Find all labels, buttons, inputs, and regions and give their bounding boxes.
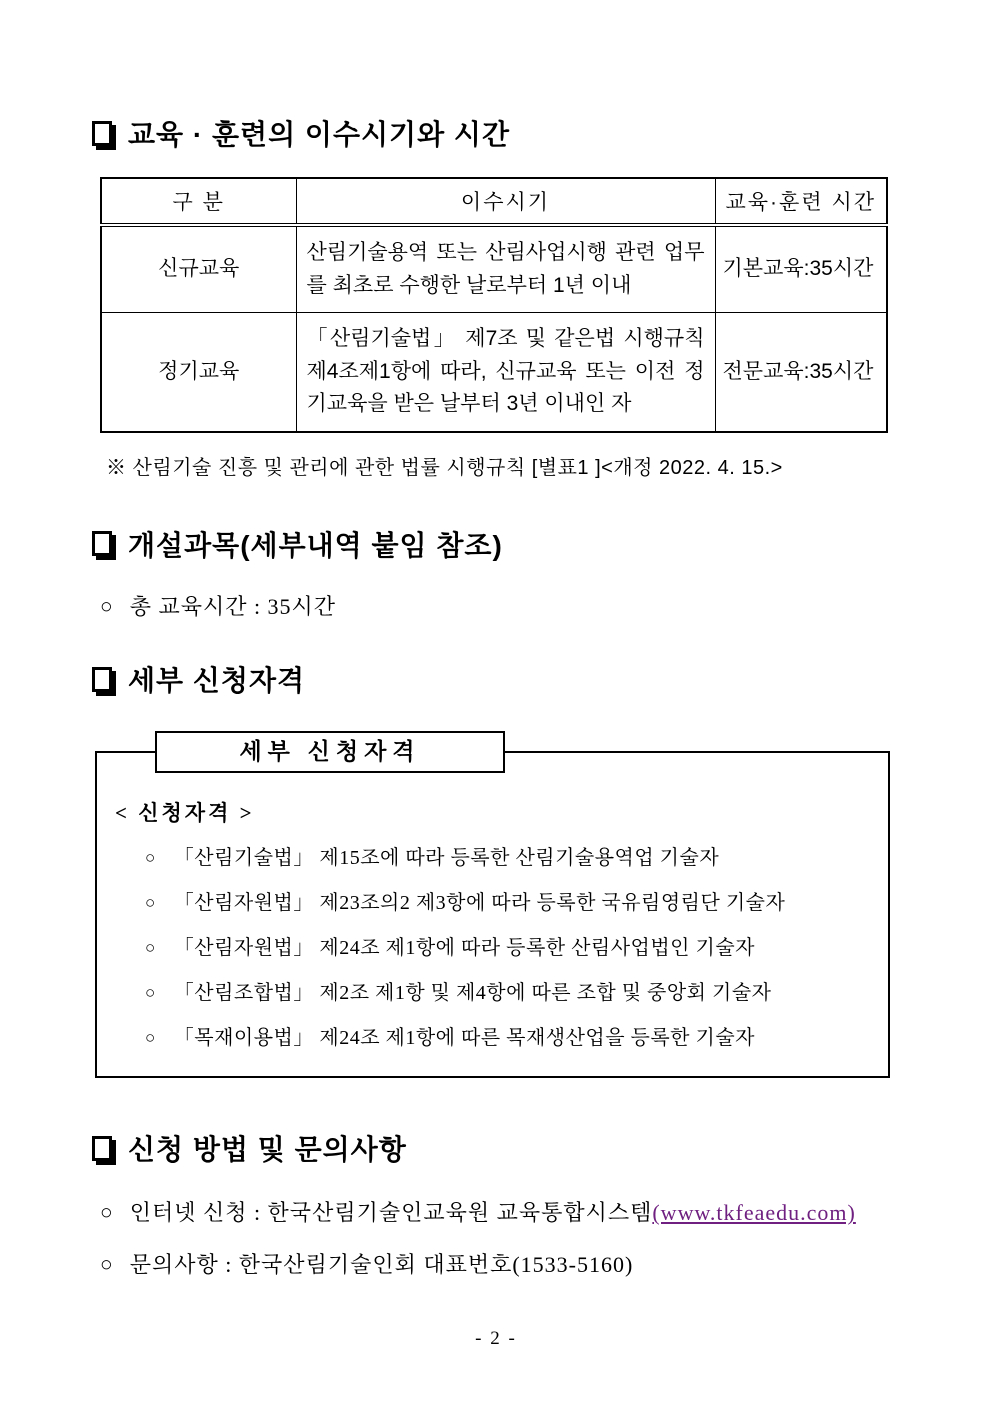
table-header-hours: 교육·훈련 시간 bbox=[715, 178, 887, 225]
circle-bullet-icon: ○ bbox=[100, 593, 114, 618]
circle-bullet-icon: ○ bbox=[145, 1028, 156, 1048]
internet-application-text bbox=[130, 1198, 856, 1228]
table-header-category: 구 분 bbox=[101, 178, 296, 225]
total-hours-line bbox=[100, 592, 992, 622]
regulation-note: ※ 산림기술 진흥 및 관리에 관한 법률 시행규칙 [별표1 ]<개정 2022. 4. 15.> bbox=[106, 456, 783, 479]
table-row bbox=[101, 313, 887, 432]
eligibility-subtitle: < 신청자격 > bbox=[115, 801, 255, 826]
list-item bbox=[145, 844, 872, 872]
contact-text: 문의사항 : 한국산림기술인회 대표번호(1533-5160) bbox=[129, 1252, 634, 1278]
section-heading-eligibility bbox=[92, 659, 992, 699]
list-item bbox=[145, 889, 872, 917]
internet-application-line bbox=[100, 1198, 992, 1228]
square-bullet-icon bbox=[92, 1136, 112, 1161]
circle-bullet-icon: ○ bbox=[145, 893, 156, 913]
table-header-row bbox=[101, 178, 887, 225]
eligibility-box bbox=[95, 739, 890, 1078]
eligibility-item-text: 「산림자원법」 제24조 제1항에 따라 등록한 산림사업법인 기술자 bbox=[173, 937, 755, 960]
section-heading-label: 세부 신청자격 bbox=[128, 665, 306, 697]
table-row bbox=[101, 225, 887, 313]
section-heading-label: 신청 방법 및 문의사항 bbox=[128, 1134, 407, 1166]
section-heading-label: 개설과목(세부내역 붙임 참조) bbox=[128, 529, 503, 561]
eligibility-item-text: 「산림자원법」 제23조의2 제3항에 따라 등록한 국유림영림단 기술자 bbox=[173, 892, 786, 915]
table-header-timing: 이수시기 bbox=[296, 178, 715, 225]
list-item bbox=[145, 1024, 872, 1052]
cell-timing: 산림기술용역 또는 산림사업시행 관련 업무를 최초로 수행한 날로부터 1년 이내 bbox=[296, 225, 715, 313]
contact-line bbox=[100, 1250, 992, 1280]
cell-timing: 「산림기술법」 제7조 및 같은법 시행규칙 제4조제1항에 따라, 신규교육 또는 이전 정기교육을 받은 날부터 3년 이내인 자 bbox=[296, 313, 715, 432]
circle-bullet-icon: ○ bbox=[100, 1200, 114, 1225]
square-bullet-icon bbox=[92, 121, 112, 146]
total-hours-text: 총 교육시간 : 35시간 bbox=[129, 593, 337, 619]
square-bullet-icon bbox=[92, 531, 112, 556]
section-heading-courses bbox=[92, 524, 992, 564]
circle-bullet-icon: ○ bbox=[145, 983, 156, 1003]
section-heading-training-schedule bbox=[92, 113, 992, 153]
list-item bbox=[145, 979, 872, 1007]
cell-hours: 전문교육:35시간 bbox=[715, 313, 887, 432]
education-system-link[interactable]: (www.tkfeaedu.com) bbox=[652, 1200, 856, 1226]
section-heading-label: 교육 · 훈련의 이수시기와 시간 bbox=[128, 119, 511, 150]
eligibility-item-text: 「산림기술법」 제15조에 따라 등록한 산림기술용역업 기술자 bbox=[173, 847, 720, 870]
circle-bullet-icon: ○ bbox=[145, 938, 156, 958]
training-schedule-table bbox=[100, 177, 888, 433]
cell-category: 신규교육 bbox=[101, 225, 296, 313]
page-number: - 2 - bbox=[475, 1328, 517, 1349]
section-heading-application bbox=[92, 1128, 992, 1168]
circle-bullet-icon: ○ bbox=[145, 848, 156, 868]
circle-bullet-icon: ○ bbox=[100, 1252, 114, 1277]
list-item bbox=[145, 934, 872, 962]
cell-category: 정기교육 bbox=[101, 313, 296, 432]
square-bullet-icon bbox=[92, 667, 112, 692]
eligibility-box-title: 세부 신청자격 bbox=[155, 731, 505, 773]
cell-hours: 기본교육:35시간 bbox=[715, 225, 887, 313]
internet-application-prefix: 인터넷 신청 : 한국산림기술인교육원 교육통합시스템 bbox=[129, 1200, 653, 1226]
eligibility-item-text: 「산림조합법」 제2조 제1항 및 제4항에 따른 조합 및 중앙회 기술자 bbox=[173, 982, 772, 1005]
eligibility-item-text: 「목재이용법」 제24조 제1항에 따른 목재생산업을 등록한 기술자 bbox=[173, 1027, 755, 1050]
